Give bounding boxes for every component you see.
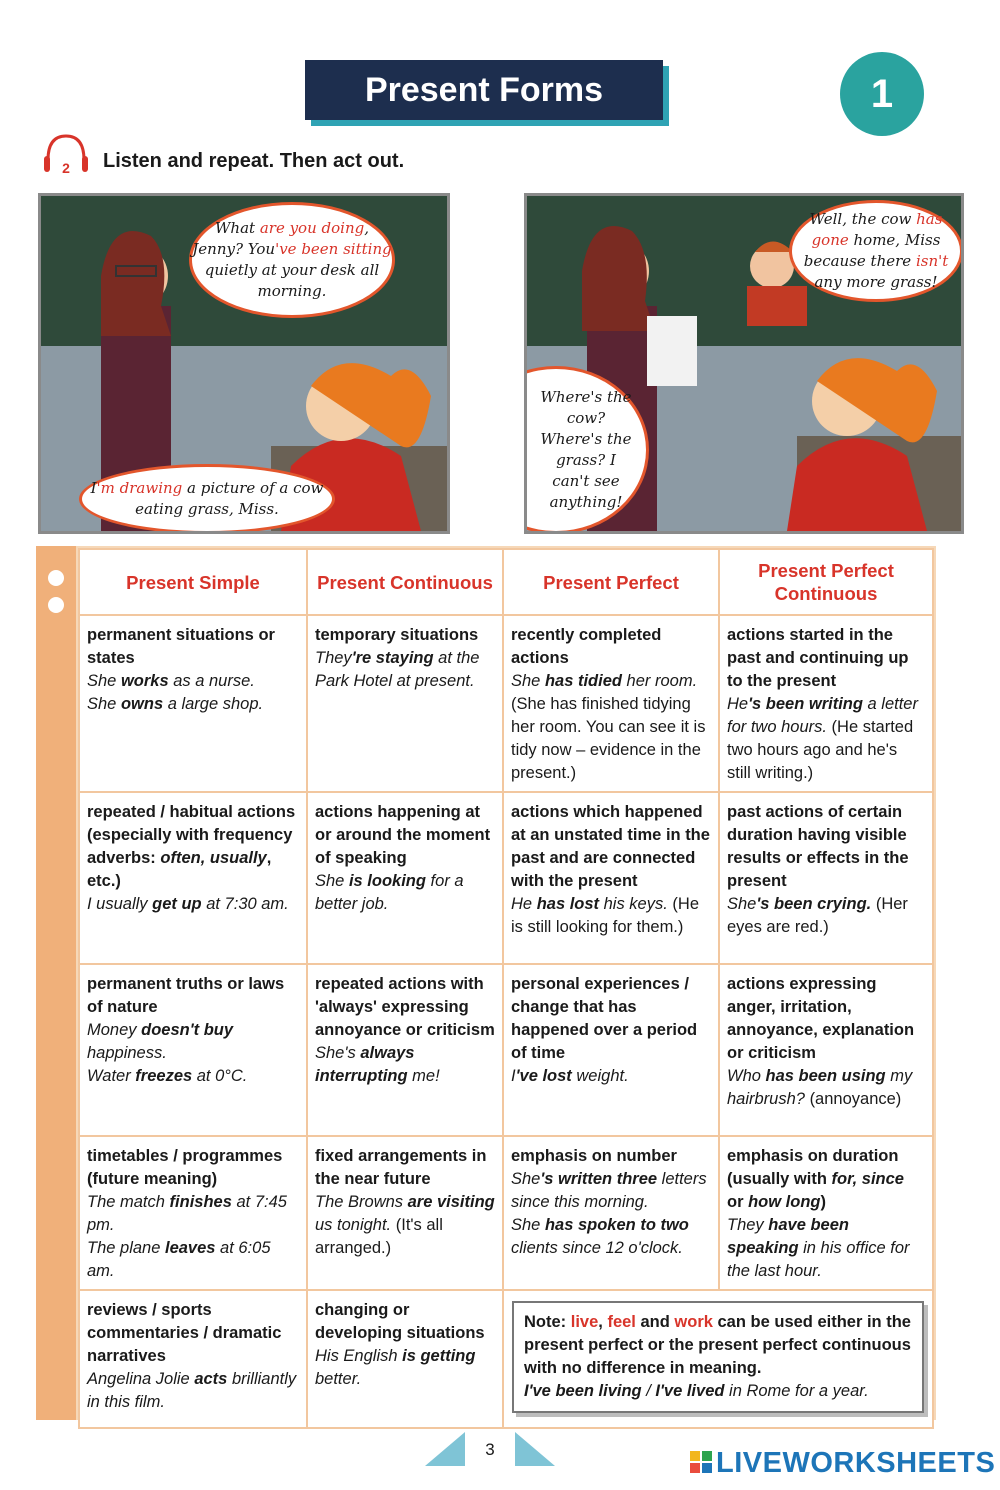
example-sentence: He has lost his keys. (He is still looking for them.) bbox=[511, 895, 699, 936]
page-corner-decoration bbox=[425, 1432, 465, 1466]
example-sentence: She's written three letters since this morning. bbox=[511, 1170, 707, 1211]
usage-description: emphasis on duration (usually with for, since or how long) bbox=[727, 1147, 904, 1211]
header-present-simple: Present Simple bbox=[79, 549, 307, 615]
usage-description: reviews / sports commentaries / dramatic narratives bbox=[87, 1301, 282, 1365]
note-box: Note: live, feel and work can be used either in the present perfect or the present perfect continuous with no difference in meaning. I've been living / I've lived in Rome for a year. bbox=[512, 1301, 924, 1413]
header-present-perfect: Present Perfect bbox=[503, 549, 719, 615]
usage-description: timetables / programmes (future meaning) bbox=[87, 1147, 283, 1188]
table-row bbox=[79, 1136, 933, 1290]
example-sentence: I usually get up at 7:30 am. bbox=[87, 895, 289, 913]
table-header-row bbox=[79, 549, 933, 615]
usage-description: actions which happened at an unstated time in the past and are connected with the present bbox=[511, 803, 710, 890]
table-body bbox=[79, 615, 933, 1428]
speech-bubble-teacher: What are you doing, Jenny? You've been sitting quietly at your desk all morning. bbox=[189, 202, 395, 318]
unit-number-badge: 1 bbox=[840, 52, 924, 136]
table-cell bbox=[79, 792, 307, 964]
table-cell bbox=[79, 1136, 307, 1290]
usage-description: changing or developing situations bbox=[315, 1301, 485, 1342]
example-sentence: Water freezes at 0°C. bbox=[87, 1067, 248, 1085]
usage-description: permanent truths or laws of nature bbox=[87, 975, 285, 1016]
usage-description: past actions of certain duration having visible results or effects in the present bbox=[727, 803, 909, 890]
example-sentence: Angelina Jolie acts brilliantly in this film. bbox=[87, 1370, 297, 1411]
example-sentence: The plane leaves at 6:05 am. bbox=[87, 1239, 271, 1280]
page-corner-decoration bbox=[515, 1432, 555, 1466]
usage-description: permanent situations or states bbox=[87, 626, 275, 667]
example-sentence: She has tidied her room. (She has finished tidying her room. You can see it is tidy now – evidence in the present.) bbox=[511, 672, 706, 782]
usage-description: personal experiences / change that has happened over a period of time bbox=[511, 975, 698, 1062]
table-cell bbox=[79, 615, 307, 792]
comic-panel-2 bbox=[524, 193, 964, 534]
usage-description: emphasis on number bbox=[511, 1147, 677, 1165]
page-title: Present Forms bbox=[364, 70, 604, 109]
example-sentence: I've lost weight. bbox=[511, 1067, 629, 1085]
example-sentence: She's always interrupting me! bbox=[315, 1044, 440, 1085]
table-cell bbox=[307, 792, 503, 964]
page-number: 3 bbox=[485, 1440, 495, 1459]
table-cell bbox=[79, 1290, 307, 1428]
table-row bbox=[79, 964, 933, 1136]
usage-description: actions expressing anger, irritation, annoyance, explanation or criticism bbox=[727, 975, 915, 1062]
speech-bubble-girl: I'm drawing a picture of a cow eating grass, Miss. bbox=[79, 464, 335, 534]
usage-description: repeated actions with 'always' expressing annoyance or criticism bbox=[315, 975, 495, 1039]
track-number: 2 bbox=[62, 160, 70, 176]
example-sentence: They have been speaking in his office for the last hour. bbox=[727, 1216, 910, 1280]
header-present-continuous: Present Continuous bbox=[307, 549, 503, 615]
table-row bbox=[79, 1290, 933, 1428]
usage-description: actions happening at or around the moment of speaking bbox=[315, 803, 491, 867]
table-cell bbox=[719, 615, 933, 792]
table-cell bbox=[503, 1136, 719, 1290]
header-present-perfect-continuous: Present Perfect Continuous bbox=[719, 549, 933, 615]
usage-description: recently completed actions bbox=[511, 626, 662, 667]
liveworksheets-logo[interactable]: LIVEWORKSHEETS bbox=[716, 1447, 996, 1479]
example-sentence: His English is getting better. bbox=[315, 1347, 476, 1388]
speech-bubble-boy: Well, the cow has gone home, Miss because there isn't any more grass! bbox=[789, 200, 963, 302]
table-cell bbox=[719, 1136, 933, 1290]
speech-bubble-teacher-2: Where's the cow? Where's the grass? I can't see anything! bbox=[524, 366, 649, 534]
title-banner bbox=[305, 60, 663, 120]
table-cell bbox=[307, 964, 503, 1136]
comic-panel-1 bbox=[38, 193, 450, 534]
headphones-icon[interactable] bbox=[40, 130, 92, 178]
table-row bbox=[79, 792, 933, 964]
liveworksheets-logo-icon bbox=[690, 1451, 712, 1475]
example-sentence: She owns a large shop. bbox=[87, 695, 264, 713]
usage-description: repeated / habitual actions (especially with frequency adverbs: often, usually, etc.) bbox=[87, 803, 296, 890]
example-sentence: Money doesn't buy happiness. bbox=[87, 1021, 234, 1062]
table-cell bbox=[719, 792, 933, 964]
table-cell bbox=[719, 964, 933, 1136]
table-cell bbox=[503, 792, 719, 964]
table-cell bbox=[79, 964, 307, 1136]
example-sentence: Who has been using my hairbrush? (annoyance) bbox=[727, 1067, 913, 1108]
example-sentence: She has spoken to two clients since 12 o'clock. bbox=[511, 1216, 689, 1257]
note-cell bbox=[503, 1290, 933, 1428]
example-sentence: She's been crying. (Her eyes are red.) bbox=[727, 895, 908, 936]
table-row bbox=[79, 615, 933, 792]
table-side-strip bbox=[36, 546, 76, 1420]
usage-description: temporary situations bbox=[315, 626, 479, 644]
table-cell bbox=[307, 1136, 503, 1290]
binder-dot bbox=[48, 570, 64, 586]
table-cell bbox=[307, 1290, 503, 1428]
table-cell bbox=[307, 615, 503, 792]
example-sentence: The match finishes at 7:45 pm. bbox=[87, 1193, 287, 1234]
table-cell bbox=[503, 615, 719, 792]
example-sentence: She works as a nurse. bbox=[87, 672, 255, 690]
example-sentence: The Browns are visiting us tonight. (It's all arranged.) bbox=[315, 1193, 495, 1257]
grammar-table bbox=[78, 548, 934, 1429]
example-sentence: They're staying at the Park Hotel at present. bbox=[315, 649, 480, 690]
binder-dot bbox=[48, 597, 64, 613]
usage-description: fixed arrangements in the near future bbox=[315, 1147, 487, 1188]
example-sentence: He's been writing a letter for two hours. (He started two hours ago and he's still writing.) bbox=[727, 695, 918, 782]
usage-description: actions started in the past and continuing up to the present bbox=[727, 626, 909, 690]
instruction-text: Listen and repeat. Then act out. bbox=[103, 150, 405, 172]
example-sentence: She is looking for a better job. bbox=[315, 872, 464, 913]
table-cell bbox=[503, 964, 719, 1136]
